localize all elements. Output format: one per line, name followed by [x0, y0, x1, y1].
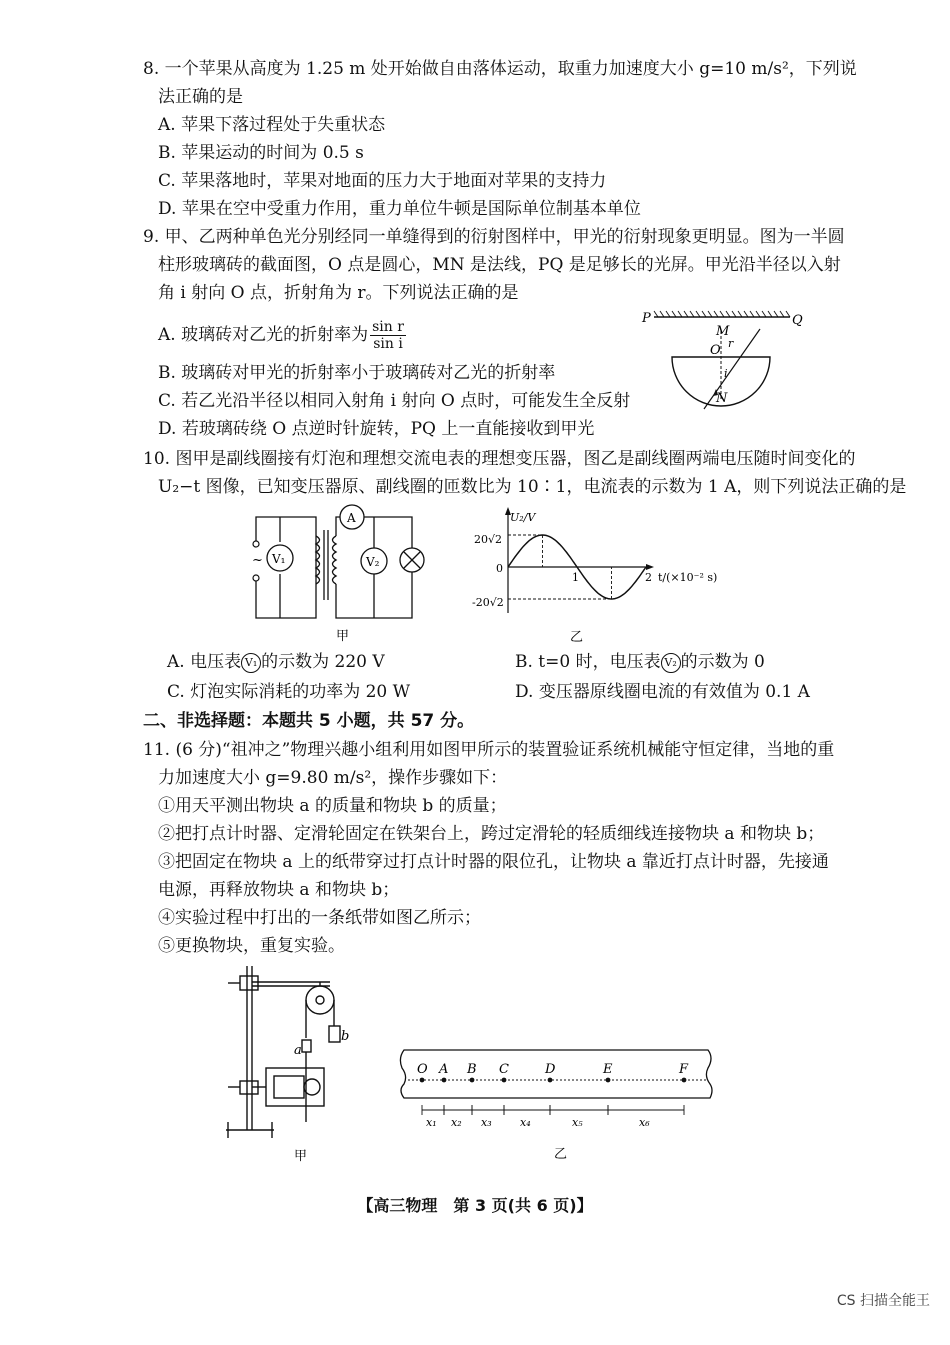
q9-stem-line2: 柱形玻璃砖的截面图，O 点是圆心，MN 是法线，PQ 是足够长的光屏。甲光沿半径以入射: [158, 255, 841, 275]
angle-label-i: i: [724, 367, 728, 380]
q9-glass-figure: [640, 305, 810, 417]
tape-point-label-o: O: [417, 1062, 428, 1077]
normal-label-m: M: [716, 324, 730, 339]
angle-label-r: r: [728, 337, 734, 350]
fig11-yi-caption: 乙: [554, 1147, 568, 1162]
tape-dot-d: [548, 1078, 553, 1083]
q9-option-d: D. 若玻璃砖绕 O 点逆时针旋转，PQ 上一直能接收到甲光: [158, 419, 595, 439]
q9-option-a: [158, 318, 406, 352]
q9-fraction-denominator: sin i: [373, 336, 403, 352]
screen-label-q: Q: [792, 313, 803, 328]
tape-dot-c: [502, 1078, 507, 1083]
fig-jia-caption: 甲: [336, 629, 350, 644]
q8-option-d: D. 苹果在空中受重力作用，重力单位牛顿是国际单位制基本单位: [158, 199, 641, 219]
tape-segment-label-4: x₄: [520, 1116, 531, 1129]
y-tick-positive: 20√2: [474, 533, 503, 546]
q10-option-a: [167, 651, 385, 673]
q8-option-a: A. 苹果下落过程处于失重状态: [158, 115, 386, 135]
q10-option-a-pre: A. 电压表: [167, 652, 242, 672]
paper-tape-figure: [392, 1046, 722, 1164]
tape-segment-label-1: x₁: [426, 1116, 437, 1129]
tape-dot-o: [420, 1078, 425, 1083]
u2-t-chart: [470, 505, 730, 647]
q9-stem-line3: 角 i 射向 O 点，折射角为 r。下列说法正确的是: [158, 283, 519, 303]
y-tick-zero: 0: [496, 562, 503, 575]
q9-option-b: B. 玻璃砖对甲光的折射率小于玻璃砖对乙光的折射率: [158, 363, 556, 383]
q10-option-d: D. 变压器原线圈电流的有效值为 0.1 A: [515, 682, 810, 702]
tape-dot-e: [606, 1078, 611, 1083]
tape-point-label-a: A: [439, 1062, 449, 1077]
q11-stem-line2: 力加速度大小 g=9.80 m/s²，操作步骤如下：: [158, 768, 508, 788]
q9-stem-line1: 9. 甲、乙两种单色光分别经同一单缝得到的衍射图样中，甲光的衍射现象更明显。图为一半圆: [143, 227, 845, 247]
q10-transformer-circuit: [240, 500, 460, 646]
voltmeter-v1-label: V₁: [272, 552, 286, 566]
tape-dot-b: [470, 1078, 475, 1083]
x-tick-2: 2: [645, 571, 652, 584]
normal-label-n: N: [716, 391, 728, 406]
chart-xlabel: t/(×10⁻² s): [658, 571, 718, 584]
tape-point-label-d: D: [545, 1062, 556, 1077]
tape-point-label-c: C: [499, 1062, 509, 1077]
block-b-label: b: [341, 1029, 350, 1044]
tape-segment-label-6: x₆: [639, 1116, 650, 1129]
voltmeter-v1-icon: V₁: [241, 653, 261, 673]
q10-stem-line2: U₂−t 图像，已知变压器原、副线圈的匝数比为 10∶1，电流表的示数为 1 A，则下列说法正确的是: [158, 477, 907, 497]
q11-step-3-line2: 电源，再释放物块 a 和物块 b；: [158, 880, 400, 900]
tape-segment-label-5: x₅: [572, 1116, 583, 1129]
tape-segment-label-2: x₂: [451, 1116, 462, 1129]
ammeter-label: A: [347, 511, 356, 525]
q9-fraction-numerator: sin r: [372, 319, 404, 335]
q11-step-3-line1: ③把固定在物块 a 上的纸带穿过打点计时器的限位孔，让物块 a 靠近打点计时器，先接通: [158, 852, 829, 872]
q11-apparatus-figure: [218, 962, 368, 1168]
fig11-jia-caption: 甲: [294, 1149, 308, 1164]
q10-option-a-post: 的示数为 220 V: [261, 652, 385, 672]
tape-segment-label-3: x₃: [481, 1116, 492, 1129]
page-footer: 【高三物理 第 3 页(共 6 页)】: [357, 1196, 593, 1215]
voltmeter-v2-label: V₂: [366, 555, 380, 569]
chart-ylabel: U₂/V: [510, 511, 536, 524]
screen-label-p: P: [642, 311, 651, 326]
q10-option-b-post: 的示数为 0: [680, 652, 765, 672]
block-a-label: a: [294, 1043, 302, 1058]
section-2-heading: 二、非选择题：本题共 5 小题，共 57 分。: [143, 711, 475, 731]
tape-dot-f: [682, 1078, 687, 1083]
y-tick-negative: -20√2: [472, 596, 504, 609]
q11-step-2: ②把打点计时器、定滑轮固定在铁架台上，跨过定滑轮的轻质细线连接物块 a 和物块 b；: [158, 824, 825, 844]
q9-option-a-fraction: [370, 319, 406, 352]
tape-point-label-f: F: [679, 1062, 689, 1077]
q10-option-b: [515, 651, 765, 673]
q10-option-c: C. 灯泡实际消耗的功率为 20 W: [167, 682, 411, 702]
q11-stem-line1: 11. (6 分)“祖冲之”物理兴趣小组利用如图甲所示的装置验证系统机械能守恒定律，当地的重: [143, 740, 835, 760]
q8-option-c: C. 苹果落地时，苹果对地面的压力大于地面对苹果的支持力: [158, 171, 607, 191]
ac-source-symbol: ~: [252, 553, 263, 568]
q9-option-c: C. 若乙光沿半径以相同入射角 i 射向 O 点时，可能发生全反射: [158, 391, 631, 411]
tape-point-label-e: E: [603, 1062, 613, 1077]
x-tick-1: 1: [572, 571, 579, 584]
q10-stem-line1: 10. 图甲是副线圈接有灯泡和理想交流电表的理想变压器，图乙是副线圈两端电压随时间变化的: [143, 449, 856, 469]
tape-point-label-b: B: [467, 1062, 477, 1077]
tape-dot-a: [442, 1078, 447, 1083]
q9-option-a-text: A. 玻璃砖对乙光的折射率为: [158, 325, 369, 345]
fig-yi-caption: 乙: [570, 630, 584, 645]
voltmeter-v2-icon: V₂: [661, 653, 681, 673]
center-label-o: O: [710, 343, 721, 358]
q8-option-b: B. 苹果运动的时间为 0.5 s: [158, 143, 364, 163]
q8-stem-line1: 8. 一个苹果从高度为 1.25 m 处开始做自由落体运动，取重力加速度大小 g=10 m/s²，下列说: [143, 59, 857, 79]
q11-step-4: ④实验过程中打出的一条纸带如图乙所示；: [158, 908, 481, 928]
q11-step-1: ①用天平测出物块 a 的质量和物块 b 的质量；: [158, 796, 507, 816]
q8-stem-line2: 法正确的是: [158, 87, 243, 107]
scanner-watermark: CS 扫描全能王: [836, 1293, 930, 1309]
q11-step-5: ⑤更换物块，重复实验。: [158, 936, 345, 956]
q10-option-b-pre: B. t=0 时，电压表: [515, 652, 661, 672]
